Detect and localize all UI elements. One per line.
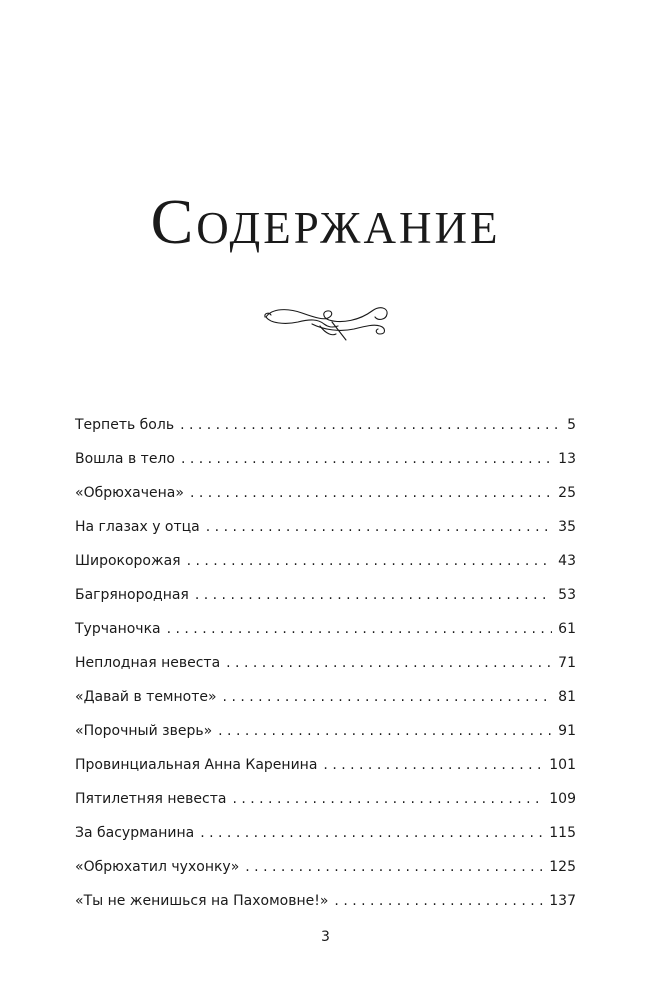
toc-entry-page: 13 bbox=[558, 451, 576, 467]
toc-entry-title: «Порочный зверь» bbox=[75, 723, 213, 739]
toc-entry-page: 61 bbox=[558, 621, 576, 637]
toc-dot-leader bbox=[323, 748, 543, 782]
toc-entry-page: 91 bbox=[558, 723, 576, 739]
toc-entry bbox=[75, 782, 576, 816]
toc-entry-page: 125 bbox=[549, 859, 576, 875]
toc-entry-page: 25 bbox=[558, 485, 576, 501]
toc-entry bbox=[75, 850, 576, 884]
toc-dot-leader bbox=[181, 442, 552, 476]
toc-entry-title: Неплодная невеста bbox=[75, 655, 221, 671]
toc-dot-leader bbox=[245, 850, 543, 884]
toc-entry-title: Провинциальная Анна Каренина bbox=[75, 757, 318, 773]
toc-entry bbox=[75, 646, 576, 680]
toc-entry-page: 53 bbox=[558, 587, 576, 603]
toc-entry-title: «Обрюхатил чухонку» bbox=[75, 859, 240, 875]
toc-entry-title: Терпеть боль bbox=[75, 417, 175, 433]
toc-dot-leader bbox=[187, 544, 553, 578]
toc-entry-title: Багрянородная bbox=[75, 587, 189, 603]
toc-entry bbox=[75, 816, 576, 850]
toc-entry-page: 81 bbox=[558, 689, 576, 705]
toc-entry bbox=[75, 476, 576, 510]
toc-entry-title: За басурманина bbox=[75, 825, 195, 841]
toc-entry-page: 101 bbox=[549, 757, 576, 773]
toc-entry-title: Вошла в тело bbox=[75, 451, 175, 467]
toc-entry bbox=[75, 884, 576, 918]
flourish-ornament-icon bbox=[262, 296, 390, 342]
page-number: 3 bbox=[321, 929, 330, 945]
toc-entry bbox=[75, 510, 576, 544]
toc-dot-leader bbox=[226, 646, 552, 680]
toc-entry bbox=[75, 748, 576, 782]
toc-entry bbox=[75, 442, 576, 476]
toc-dot-leader bbox=[167, 612, 553, 646]
toc-entry-page: 137 bbox=[549, 893, 576, 909]
toc-entry-title: На глазах у отца bbox=[75, 519, 200, 535]
toc-entry-page: 5 bbox=[567, 417, 576, 433]
toc-dot-leader bbox=[232, 782, 543, 816]
toc-entry-title: Широкорожая bbox=[75, 553, 181, 569]
toc-entry bbox=[75, 578, 576, 612]
toc-entry-title: «Обрюхачена» bbox=[75, 485, 184, 501]
toc-dot-leader bbox=[334, 884, 543, 918]
toc-entry-title: Пятилетняя невеста bbox=[75, 791, 227, 807]
toc-entry-title: Турчаночка bbox=[75, 621, 161, 637]
page-title: Содержание bbox=[150, 186, 501, 257]
toc-dot-leader bbox=[180, 408, 561, 442]
toc-dot-leader bbox=[200, 816, 543, 850]
toc-entry-page: 115 bbox=[549, 825, 576, 841]
toc-dot-leader bbox=[190, 476, 552, 510]
toc-dot-leader bbox=[195, 578, 552, 612]
toc-entry-page: 71 bbox=[558, 655, 576, 671]
toc-entry-title: «Ты не женишься на Пахомовне!» bbox=[75, 893, 329, 909]
toc-dot-leader bbox=[223, 680, 553, 714]
toc-dot-leader bbox=[206, 510, 552, 544]
toc-entry-page: 43 bbox=[558, 553, 576, 569]
toc-entry bbox=[75, 680, 576, 714]
toc-entry-title: «Давай в темноте» bbox=[75, 689, 217, 705]
toc-entry bbox=[75, 408, 576, 442]
table-of-contents bbox=[75, 408, 576, 918]
toc-entry bbox=[75, 544, 576, 578]
toc-dot-leader bbox=[218, 714, 552, 748]
toc-entry bbox=[75, 714, 576, 748]
toc-entry-page: 109 bbox=[549, 791, 576, 807]
toc-entry bbox=[75, 612, 576, 646]
toc-entry-page: 35 bbox=[558, 519, 576, 535]
